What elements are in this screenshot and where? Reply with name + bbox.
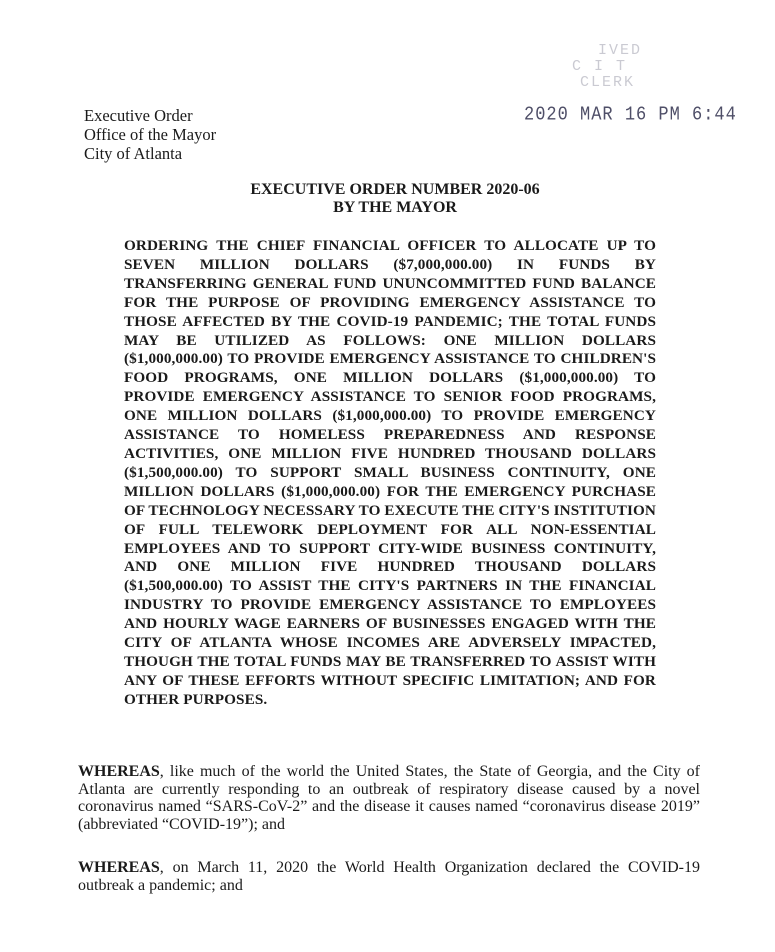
whereas-text: , on March 11, 2020 the World Health Organization declared the COVID-19 outbreak a pandemic; and [78,859,700,894]
whereas-paragraph-1 [78,763,700,833]
order-title: EXECUTIVE ORDER NUMBER 2020-06 [250,181,540,198]
header-line-office: Office of the Mayor [84,125,217,144]
stamp-faint-line-3: CLERK [580,74,636,91]
whereas-lead: WHEREAS [78,763,160,780]
document-header [84,106,216,163]
whereas-text: , like much of the world the United States, the State of Georgia, and the City of Atlanta are currently responding to an outbreak of respiratory disease caused by a novel coronavirus named “SARS-CoV-2” and the disease it causes named “coronavirus disease 2019” (abbreviated “COVID-19”); and [78,763,700,833]
stamp-date-time: 2020 MAR 16 PM 6:44 [524,104,737,127]
stamp-faint-line-2: C I T [572,58,628,75]
whereas-paragraph-2 [78,859,700,894]
clerk-received-stamp [520,40,737,140]
header-line-city: City of Atlanta [84,144,183,163]
header-line-executive-order: Executive Order [84,106,193,125]
order-subtitle: BY THE MAYOR [333,199,457,216]
stamp-faint-line-1: IVED [598,42,643,59]
order-caption: ORDERING THE CHIEF FINANCIAL OFFICER TO ALLOCATE UP TO SEVEN MILLION DOLLARS ($7,000,000.00) IN FUNDS BY TRANSFERRING GENERAL FUND UNUNCOMMITTED FUND BALANCE FOR THE PURPOSE OF PROVIDING EMERGENCY ASSISTANCE TO THOSE AFFECTED BY THE COVID-19 PANDEMIC; THE TOTAL FUNDS MAY BE UTILIZED AS FOLLOWS: ONE MILLION DOLLARS ($1,000,000.00) TO PROVIDE EMERGENCY ASSISTANCE TO CHILDREN'S FOOD PROGRAMS, ONE MILLION DOLLARS ($1,000,000.00) TO PROVIDE EMERGENCY ASSISTANCE TO SENIOR FOOD PROGRAMS, ONE MILLION DOLLARS ($1,000,000.00) TO PROVIDE EMERGENCY ASSISTANCE TO HOMELESS PREPAREDNESS AND RESPONSE ACTIVITIES, ONE MILLION FIVE HUNDRED THOUSAND DOLLARS ($1,500,000.00) TO SUPPORT SMALL BUSINESS CONTINUITY, ONE MILLION DOLLARS ($1,000,000.00) FOR THE EMERGENCY PURCHASE OF TECHNOLOGY NECESSARY TO EXECUTE THE CITY'S INSTITUTION OF FULL TELEWORK DEPLOYMENT FOR ALL NON-ESSENTIAL EMPLOYEES AND TO SUPPORT CITY-WIDE BUSINESS CONTINUITY, AND ONE MILLION FIVE HUNDRED THOUSAND DOLLARS ($1,500,000.00) TO ASSIST THE CITY'S PARTNERS IN THE FINANCIAL INDUSTRY TO PROVIDE EMERGENCY ASSISTANCE TO EMPLOYEES AND HOURLY WAGE EARNERS OF BUSINESSES ENGAGED WITH THE CITY OF ATLANTA WHOSE INCOMES ARE ADVERSELY IMPACTED, THOUGH THE TOTAL FUNDS MAY BE TRANSFERRED TO ASSIST WITH ANY OF THESE EFFORTS WITHOUT SPECIFIC LIMITATION; AND FOR OTHER PURPOSES. [124,237,656,708]
whereas-lead: WHEREAS [78,859,160,876]
